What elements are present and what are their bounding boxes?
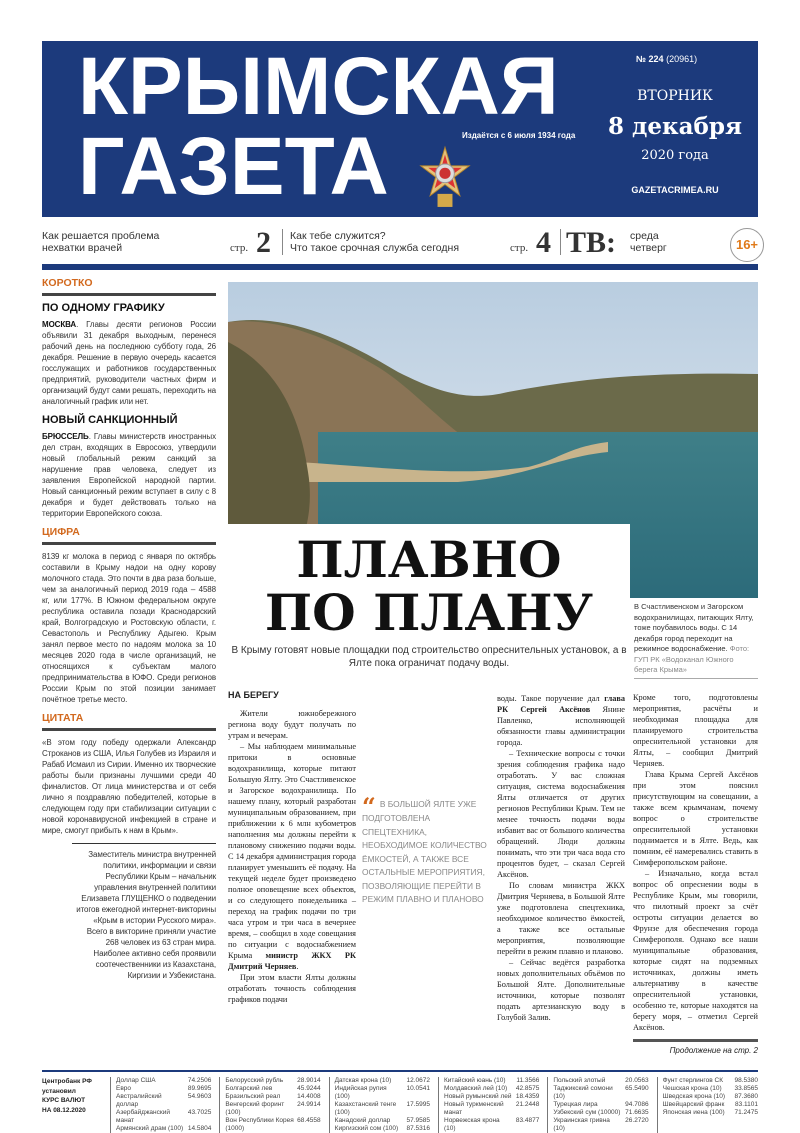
currency-name: Норвежская крона (10) — [444, 1117, 500, 1132]
rate-row — [663, 1085, 758, 1093]
currency-rate: 71.6635 — [625, 1109, 649, 1116]
currency-name: Вон Республики Корея (1000) — [225, 1117, 294, 1132]
currency-name: Молдавский лей (10) — [444, 1085, 508, 1092]
quote-text: «В этом году победу одержали Александр Строканов из США, Илья Голубев из Израиля и Рабаб Исмаил из Сирии. Именно их творческие работы были признаны лучшими среди 40 финалистов. От лица министерства и от себя лично я поздравляю победителей, которые в следующем году при стабилизации ситуации с новой коронавирусной инфекцией в стране и мире, смогут прибыть к нам в Крым». — [42, 738, 216, 835]
currency-name: Японская иена (100) — [662, 1109, 725, 1116]
headline-line-2: ПО ПЛАНУ — [264, 583, 594, 642]
article-kicker: НА БЕРЕГУ — [228, 690, 279, 700]
currency-name: Китайский юань (10) — [444, 1077, 506, 1084]
currency-name: Шведская крона (10) — [662, 1093, 726, 1100]
page-label: стр. — [510, 242, 529, 254]
currency-name: Болгарский лев — [225, 1085, 273, 1092]
site-link[interactable]: GAZETACRIMEA.RU — [631, 185, 719, 195]
logo-line-1: КРЫМСКАЯ — [78, 41, 559, 132]
rate-row — [225, 1077, 320, 1085]
tv-days[interactable]: среда четверг — [630, 230, 667, 254]
masthead — [42, 41, 758, 217]
left-column — [42, 277, 216, 981]
currency-rate: 57.9585 — [406, 1117, 430, 1124]
currency-name: Белорусский рубль — [225, 1077, 284, 1084]
rate-row — [116, 1077, 211, 1085]
currency-name: Новый туркменский манат — [444, 1101, 504, 1116]
currency-rate: 11.3566 — [516, 1077, 540, 1084]
rate-row — [663, 1077, 758, 1085]
currency-rate: 89.9695 — [187, 1085, 212, 1092]
currency-rate: 98.5380 — [734, 1077, 758, 1084]
currency-rate: 33.8565 — [734, 1085, 758, 1092]
currency-rate: 12.0672 — [406, 1077, 430, 1084]
age-rating-badge: 16+ — [730, 228, 764, 262]
rate-row — [225, 1093, 320, 1101]
currency-name: Чешская крона (10) — [662, 1085, 722, 1092]
currency-name: Армянский драм (100) — [116, 1125, 184, 1132]
quote-mark-icon: “ — [362, 792, 376, 821]
currency-rate: 21.2448 — [515, 1101, 540, 1108]
rate-row — [663, 1093, 758, 1101]
currency-rate: 87.3680 — [734, 1093, 758, 1100]
section-quote: ЦИТАТА — [42, 712, 216, 731]
rate-row — [335, 1125, 430, 1133]
currency-name: Турецкая лира — [553, 1101, 598, 1108]
currency-name: Бразильский реал — [225, 1093, 281, 1100]
currency-rate: 45.9244 — [297, 1085, 321, 1092]
teaser-2[interactable]: Как тебе служится? Что такое срочная служба сегодня — [290, 230, 460, 254]
rate-row — [116, 1093, 211, 1109]
currency-rate: 26.2720 — [625, 1117, 649, 1124]
rates-column — [219, 1077, 320, 1133]
rates-column — [110, 1077, 211, 1133]
currency-rate: 65.5490 — [625, 1085, 649, 1092]
currency-name: Украинская гривна (10) — [553, 1117, 610, 1132]
rate-row — [335, 1077, 430, 1085]
pull-quote: “ В БОЛЬШОЙ ЯЛТЕ УЖЕ ПОДГОТОВЛЕНА СПЕЦТЕХНИКА, НЕОБХОДИМОЕ КОЛИЧЕСТВО ЁМКОСТЕЙ, А ТАКЖЕ ВСЕ ОСТАЛЬНЫЕ МЕРОПРИЯТИЯ, ПОЗВОЛЯЮЩИЕ ПЕРЕЙТИ В РЕЖИМ ПЛАВНО И ПЛАНОВО — [362, 792, 487, 904]
currency-rate: 87.5316 — [406, 1125, 430, 1132]
rates-column — [547, 1077, 648, 1133]
rate-row — [116, 1109, 211, 1125]
rate-row — [335, 1085, 430, 1101]
rate-row — [116, 1085, 211, 1093]
page-number: 4 — [536, 226, 551, 259]
currency-name: Датская крона (10) — [334, 1077, 392, 1084]
issue-year: 2020 года — [641, 148, 709, 163]
currency-rates — [42, 1070, 758, 1133]
news-text: БРЮССЕЛЬ. Главы министерств иностранных дел стран, входящих в Евросоюз, утвердили новый глобальный режим санкций за нарушение прав человека, следует из заявления Европейской народной партии. Новый санкционный режим вступает в силу с 8 декабря и будет действовать только на территории Европейского союза. — [42, 432, 216, 518]
section-figure: ЦИФРА — [42, 526, 216, 545]
currency-rate: 10.0541 — [406, 1085, 430, 1092]
currency-name: Индийская рупия (100) — [334, 1085, 387, 1100]
rates-column — [329, 1077, 430, 1133]
currency-name: Польский злотый — [553, 1077, 606, 1084]
currency-name: Венгерский форинт (100) — [225, 1101, 285, 1116]
rate-row — [553, 1101, 648, 1109]
currency-name: Фунт стерлингов СК — [662, 1077, 723, 1084]
currency-name: Узбекский сум (10000) — [553, 1109, 621, 1116]
headline-line-1: ПЛАВНО — [296, 530, 562, 589]
figure-text: 8139 кг молока в период с января по октябрь составили в Крыму надои на одну корову молочного стада. Это почти в два раза больше, чем за аналогичный период 2019 года – 4588 кг, или 177%. В Южном федеральном округе республика оставила позади Краснодарский край, Волгоградскую и Ростовскую области, г. Севастополь и Республику Адыгею. Крым занял первое место по надоям молока за 10 месяцев 2020 года в числе организаций, не относящихся к субъектам малого предпринимательства в ЮФО. Среди регионов России Крым по этой позиции занимает почётное третье место. — [42, 552, 216, 704]
article-column-3: Кроме того, подготовлены мероприятия, расчёты и необходимая площадка для планируемого строительства опреснительной установки для Ялты, – сообщил Дмитрий Черняев. Глава Крыма Сергей Аксёнов при этом пояснил присутствующим на совещании, а также всем крымчанам, почему вопрос о строительстве опреснительной установки поднимается и в Ялте. Ведь, как помним, её намеревались ставить в Симферопольском районе. – Изначально, когда встал вопрос об опреснении воды в Республике Крым, мы говорили, что пилотный проект за счёт остроты ситуации делается во Фрунзе для обеспечения города Симферополя. Однако все наши муниципальные образования, которые сидят на подземных источниках, должны иметь альтернативу в качестве опреснительной установки, особенно те, которые находятся на берегу моря, – отметил Сергей Аксёнов. Продолжение на стр. 2 — [633, 693, 758, 1055]
currency-rate: 43.7025 — [187, 1109, 212, 1116]
headline-block — [228, 524, 630, 684]
photo-caption: В Счастливенском и Загорском водохранилищах, питающих Ялту, тоже поубавилось воды. С 14 декабря город переходит на режимное водоснабжение. Фото: ГУП РК «Водоканал Южного берега Крыма» — [634, 602, 758, 679]
currency-rate: 42.8575 — [515, 1085, 540, 1092]
rates-label: Центробанк РФ установил КУРС ВАЛЮТ НА 08.12.2020 — [42, 1078, 92, 1114]
page-number: 2 — [256, 226, 271, 259]
teaser-bar — [42, 226, 758, 262]
currency-rate: 94.7086 — [625, 1101, 649, 1108]
currency-name: Канадский доллар — [334, 1117, 391, 1124]
rate-row — [225, 1101, 320, 1117]
rate-row — [335, 1117, 430, 1125]
rates-column — [438, 1077, 539, 1133]
issue-date: 8 декабря — [608, 113, 742, 140]
currency-name: Евро — [116, 1085, 132, 1092]
article-column-2: воды. Такое поручение дал глава РК Сергей Аксёнов Янине Павленко, исполняющей обязанности главы администрации города. – Технические вопросы с точки зрения соблюдения графика надо отработать. У вас сложная ситуация, система водоснабжения Ялты отличается от других регионов Республики Крым. Тем не менее точность подачи воды избавит вас от большого количества обращений. Люди должны понимать, что эти три часа вода сто процентов будет, – сказал Сергей Аксёнов. По словам министра ЖКХ Дмитрия Черняева, в Большой Ялте уже подготовлена спецтехника, необходимое количество ёмкостей, а также все остальные мероприятия, позволяющие перейти в режим плавно и планово. – Сейчас ведётся разработка новых дополнительных объёмов по Большой Ялте. Дополнительные источники, которые позволят подать артезианскую воду в Голубой Залив. — [497, 694, 625, 1022]
rate-row — [225, 1085, 320, 1093]
tv-label: ТВ: — [566, 226, 617, 259]
currency-rate: 68.4558 — [297, 1117, 321, 1124]
since-text: Издаётся с 6 июля 1934 года — [462, 131, 576, 140]
rate-row — [335, 1101, 430, 1117]
currency-rate: 14.4008 — [297, 1093, 321, 1100]
currency-name: Новый румынский лей — [444, 1093, 512, 1100]
rate-row — [116, 1125, 211, 1133]
currency-rate: 74.2506 — [187, 1077, 212, 1084]
divider — [42, 264, 758, 270]
news-text: МОСКВА. Главы десяти регионов России объявили 31 декабря выходным, перенеся рабочий день на последнюю субботу года, 26 декабря. Решение в первую очередь касается госслужащих и работников государственных предприятий, руководители частных фирм и организаций будут сами решать, переходить на аналогичный график или нет. — [42, 320, 216, 406]
issue-number: № 224 (20961) — [636, 54, 698, 64]
rate-row — [444, 1085, 539, 1093]
rate-row — [553, 1109, 648, 1117]
currency-name: Австралийский доллар — [116, 1093, 162, 1108]
currency-name: Азербайджанский манат — [116, 1109, 170, 1124]
currency-name: Доллар США — [116, 1077, 156, 1084]
rate-row — [553, 1077, 648, 1085]
currency-rate: 28.9014 — [297, 1077, 321, 1084]
currency-rate: 14.5804 — [187, 1125, 212, 1132]
logo-line-2: ГАЗЕТА — [78, 121, 389, 212]
rate-row — [663, 1109, 758, 1117]
currency-rate: 17.5995 — [406, 1101, 430, 1108]
currency-rate: 20.0563 — [625, 1077, 649, 1084]
currency-rate: 18.4359 — [515, 1093, 540, 1100]
rate-row — [553, 1085, 648, 1101]
rate-row — [663, 1101, 758, 1109]
rate-row — [444, 1101, 539, 1117]
order-medal-icon — [417, 145, 473, 211]
currency-rate: 24.9914 — [297, 1101, 321, 1108]
continued-link[interactable]: Продолжение на стр. 2 — [633, 1039, 758, 1056]
news-title: ПО ОДНОМУ ГРАФИКУ — [42, 302, 165, 314]
rate-row — [444, 1093, 539, 1101]
section-korotko: КОРОТКО — [42, 277, 216, 296]
currency-name: Киргизский сом (100) — [334, 1125, 399, 1132]
quote-source: Заместитель министра внутренней политики, информации и связи Республики Крым – начальник управления внутренней политики Елизавета ГЛУЩЕНКО о подведении итогов ежегодной интернет-викторины «Крым в истории Русского мира». Всего в викторине приняли участие 268 человек из 63 стран мира. Наиболее активно себя проявили соотечественники из Казахстана, Киргизии и Узбекистана. — [72, 843, 216, 981]
weekday: ВТОРНИК — [637, 88, 713, 104]
page-label: стр. — [230, 242, 249, 254]
currency-name: Таджикский сомони (10) — [553, 1085, 613, 1100]
currency-rate: 71.2475 — [734, 1109, 758, 1116]
subheadline: В Крыму готовят новые площадки под строительство опреснительных установок, а в Ялте пока ограничат подачу воды. — [231, 645, 627, 669]
currency-name: Швейцарский франк — [662, 1101, 725, 1108]
teaser-1[interactable]: Как решается проблема нехватки врачей — [42, 230, 160, 254]
currency-rate: 83.4877 — [515, 1117, 540, 1124]
rate-row — [444, 1077, 539, 1085]
news-title: НОВЫЙ САНКЦИОННЫЙ — [42, 414, 178, 426]
currency-rate: 83.1101 — [734, 1101, 758, 1108]
photo-credit: Фото: ГУП РК «Водоканал Южного берега Крыма» — [634, 644, 750, 674]
currency-rate: 54.9603 — [187, 1093, 212, 1100]
rates-column — [657, 1077, 758, 1133]
currency-name: Казахстанский тенге (100) — [334, 1101, 397, 1116]
article-column-1: НА БЕРЕГУ Жители южнобережного региона воду будут получать по утрам и вечерам. – Мы наблюдаем минимальные притоки в основные водохранилища, которые питают Большую Ялту. Это Счастливенское и Загорское водохранилища. По нашему плану, который разработан муниципальным образованием, при приближении к 6 млн кубометров наполнения мы должны перейти к плановому снижению подачи воды. С 14 декабря администрация города планирует уменьшить её подачу. На текущей неделе будет произведено полное оповещение всех объектов, и со следующего понедельника – переход на график подачи по три часа утром и три часа в вечернее время, – сообщил в ходе совещания по ситуации с водоснабжением Крыма министр ЖКХ РК Дмитрий Черняев. При этом власти Ялты должны отработать точность соблюдения графиков подачи — [228, 690, 356, 1004]
